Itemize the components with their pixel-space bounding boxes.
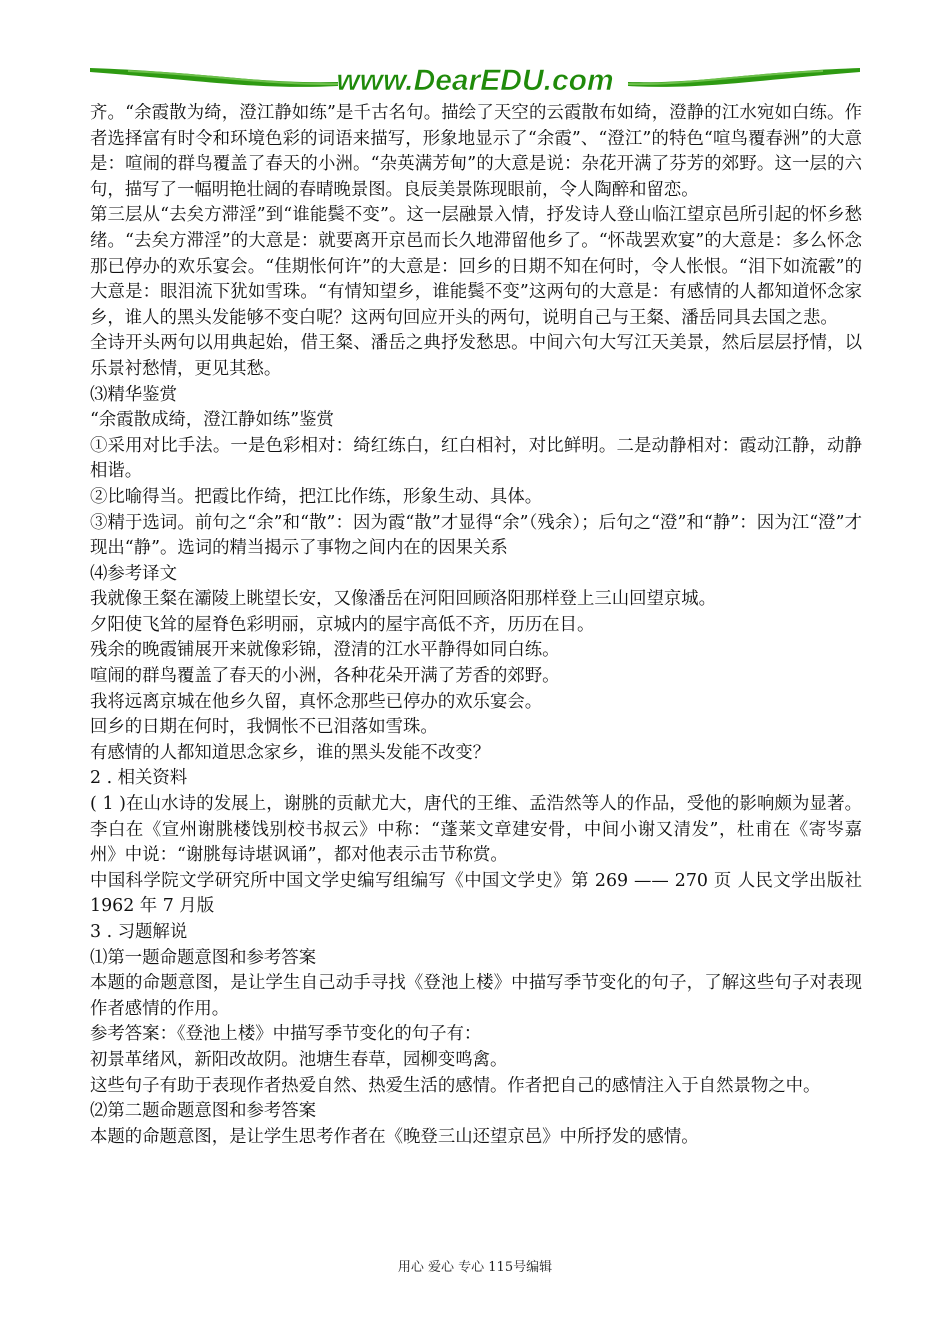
translation-line: 夕阳使飞耸的屋脊色彩明丽，京城内的屋宇高低不齐，历历在目。 xyxy=(90,614,595,635)
paragraph: 本题的命题意图，是让学生思考作者在《晚登三山还望京邑》中所抒发的感情。 xyxy=(90,1126,699,1147)
list-item: ②比喻得当。把霞比作绮，把江比作练，形象生动、具体。 xyxy=(90,486,543,507)
section-heading: ⑵第二题命题意图和参考答案 xyxy=(90,1101,317,1122)
translation-line: 我就像王粲在灞陵上眺望长安，又像潘岳在河阳回顾洛阳那样登上三山回望京城。 xyxy=(90,589,717,610)
poem-line: 初景革绪风，新阳改故阴。池塘生春草，园柳变鸣禽。 xyxy=(90,1049,508,1070)
translation-line: 我将远离京城在他乡久留，真怀念那些已停办的欢乐宴会。 xyxy=(90,691,543,712)
page-header xyxy=(88,58,862,102)
document-body xyxy=(90,101,862,1150)
paragraph: 全诗开头两句以用典起始，借王粲、潘岳之典抒发愁思。中间六句大写江天美景，然后层层抒情，以乐景衬愁情，更见其愁。 xyxy=(90,333,862,379)
section-heading: 2 . 相关资料 xyxy=(90,768,188,789)
paragraph: ( 1 )在山水诗的发展上，谢朓的贡献尤大，唐代的王维、孟浩然等人的作品，受他的影响颇为显著。李白在《宣州谢朓楼饯别校书叔云》中称：“蓬莱文章建安骨，中间小谢又清发”，杜甫在《寄岑嘉州》中说：“谢朓每诗堪讽诵”，都对他表示击节称赏。 xyxy=(90,794,862,866)
translation-line: 残余的晚霞铺展开来就像彩锦，澄清的江水平静得如同白练。 xyxy=(90,640,560,661)
paragraph: 参考答案：《登池上楼》中描写季节变化的句子有： xyxy=(90,1024,482,1045)
paragraph: 第三层从“去矣方滞淫”到“谁能鬓不变”。这一层融景入情，抒发诗人登山临江望京邑所引起的怀乡愁绪。“去矣方滞淫”的大意是：就要离开京邑而长久地滞留他乡了。“怀哉罢欢宴”的大意是：多么怀念那已停办的欢乐宴会。“佳期怅何许”的大意是：回乡的日期不知在何时，令人怅恨。“泪下如流霰”的大意是：眼泪流下犹如雪珠。“有情知望乡，谁能鬓不变”这两句的大意是：有感情的人都知道怀念家乡，谁人的黑头发能够不变白呢？这两句回应开头的两句，说明自己与王粲、潘岳同具去国之悲。 xyxy=(90,205,862,328)
site-logo-text[interactable]: www.DearEDU.com xyxy=(336,64,614,97)
section-heading: 3 . 习题解说 xyxy=(90,922,188,942)
section-heading: ⑴第一题命题意图和参考答案 xyxy=(90,947,317,968)
translation-line: 有感情的人都知道思念家乡，谁的黑头发能不改变？ xyxy=(90,742,490,763)
paragraph: 齐。“余霞散为绮，澄江静如练”是千古名句。描绘了天空的云霞散布如绮，澄静的江水宛如白练。作者选择富有时令和环境色彩的词语来描写，形象地显示了“余霞”、“澄江”的特色“喧鸟覆春洲”的大意是：喧闹的群鸟覆盖了春天的小洲。“杂英满芳甸”的大意是说：杂花开满了芬芳的郊野。这一层的六句，描写了一幅明艳壮阔的春晴晚景图。良辰美景陈现眼前，令人陶醉和留恋。 xyxy=(90,103,862,200)
site-logo-banner xyxy=(88,58,862,102)
section-heading: ⑶精华鉴赏 xyxy=(90,384,177,405)
list-item: ③精于选词。前句之“余”和“散”：因为霞“散”才显得“余”（残余）；后句之“澄”和“静”：因为江“澄”才现出“静”。选词的精当揭示了事物之间内在的因果关系 xyxy=(90,512,862,559)
page-footer: 用心 爱心 专心 115号编辑 xyxy=(397,1260,553,1275)
list-item: ①采用对比手法。一是色彩相对：绮红练白，红白相衬，对比鲜明。二是动静相对：霞动江静，动静相谐。 xyxy=(90,435,862,482)
translation-line: 回乡的日期在何时，我惆怅不已泪落如雪珠。 xyxy=(90,717,438,738)
paragraph: “余霞散成绮，澄江静如练”鉴赏 xyxy=(90,410,334,431)
translation-line: 喧闹的群鸟覆盖了春天的小洲，各种花朵开满了芳香的郊野。 xyxy=(90,666,560,687)
paragraph: 本题的命题意图，是让学生自己动手寻找《登池上楼》中描写季节变化的句子，了解这些句子对表现作者感情的作用。 xyxy=(90,973,862,1019)
section-heading: ⑷参考译文 xyxy=(90,563,177,584)
citation: 中国科学院文学研究所中国文学史编写组编写《中国文学史》第 269 —— 270 页 人民文学出版社 1962 年 7 月版 xyxy=(90,870,862,917)
paragraph: 这些句子有助于表现作者热爱自然、热爱生活的感情。作者把自己的感情注入于自然景物之中。 xyxy=(90,1075,821,1096)
